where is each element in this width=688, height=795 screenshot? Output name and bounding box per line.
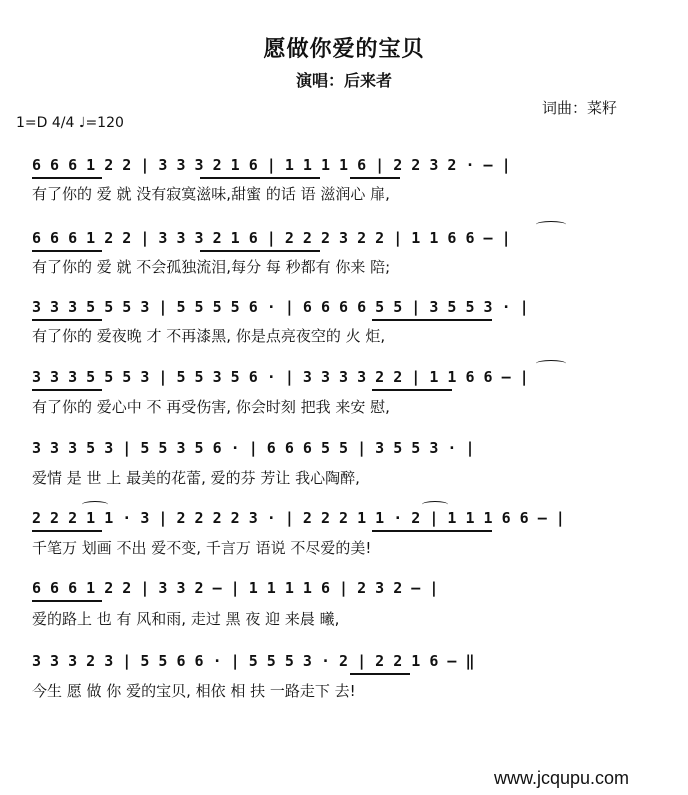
beam xyxy=(32,177,102,179)
key-tempo-info: 1=D 4/4 ♩=120 xyxy=(16,115,124,131)
author-credit: 词曲：菜籽 xyxy=(542,99,618,117)
beam xyxy=(32,530,102,532)
lyrics-line-3: 有了你的 爱夜晚 才 不再漆黑, 你是点亮夜空的 火 炬, xyxy=(32,327,386,345)
lyrics-line-7: 爱的路上 也 有 风和雨, 走过 黑 夜 迎 来晨 曦, xyxy=(32,610,340,628)
notation-line-4: 3 3 3 5 5 5 3 | 5 5 3 5 6 · | 3 3 3 3 2 2 | 1 1 6 6 – | xyxy=(32,368,529,386)
beam xyxy=(32,319,102,321)
notation-line-2: 6 6 6 1 2 2 | 3 3 3 2 1 6 | 2 2 2 3 2 2 | 1 1 6 6 – | xyxy=(32,229,511,247)
lyrics-line-5: 爱情 是 世 上 最美的花蕾, 爱的芬 芳让 我心陶醉, xyxy=(32,469,360,487)
notation-line-3: 3 3 3 5 5 5 3 | 5 5 5 5 6 · | 6 6 6 6 5 5 | 3 5 5 3 · | xyxy=(32,298,529,316)
lyrics-line-4: 有了你的 爱心中 不 再受伤害, 你会时刻 把我 来安 慰, xyxy=(32,398,390,416)
beam xyxy=(32,389,102,391)
beam xyxy=(350,177,400,179)
beam xyxy=(372,319,492,321)
tie-mark xyxy=(82,501,108,508)
lyrics-line-6: 千笔万 划画 不出 爱不变, 千言万 语说 不尽爱的美! xyxy=(32,539,372,557)
notation-line-6: 2 2 2 1 1 · 3 | 2 2 2 2 3 · | 2 2 2 1 1 · 2 | 1 1 1 6 6 – | xyxy=(32,509,565,527)
beam xyxy=(372,530,492,532)
notation-line-8: 3 3 3 2 3 | 5 5 6 6 · | 5 5 5 3 · 2 | 2 2 1 6 – ‖ xyxy=(32,652,475,670)
beam xyxy=(372,389,452,391)
tie-mark xyxy=(536,360,566,367)
beam xyxy=(350,673,410,675)
beam xyxy=(32,250,102,252)
watermark: www.jcqupu.com xyxy=(494,768,630,788)
notation-line-1: 6 6 6 1 2 2 | 3 3 3 2 1 6 | 1 1 1 1 6 | 2 2 3 2 · – | xyxy=(32,156,511,174)
notation-line-5: 3 3 3 5 3 | 5 5 3 5 6 · | 6 6 6 5 5 | 3 5 5 3 · | xyxy=(32,439,475,457)
notation-line-7: 6 6 6 1 2 2 | 3 3 2 – | 1 1 1 1 6 | 2 3 2 – | xyxy=(32,579,439,597)
beam xyxy=(200,250,320,252)
tie-mark xyxy=(536,221,566,228)
song-title: 愿做你爱的宝贝 xyxy=(263,37,425,62)
beam xyxy=(32,600,102,602)
tie-mark xyxy=(422,501,448,508)
singer-credit: 演唱：后来者 xyxy=(295,71,392,90)
beam xyxy=(200,177,320,179)
lyrics-line-8: 今生 愿 做 你 爱的宝贝, 相依 相 扶 一路走下 去! xyxy=(32,682,356,700)
lyrics-line-2: 有了你的 爱 就 不会孤独流泪,每分 每 秒都有 你来 陪; xyxy=(32,258,391,276)
lyrics-line-1: 有了你的 爱 就 没有寂寞滋味,甜蜜 的话 语 滋润心 扉, xyxy=(32,185,390,203)
